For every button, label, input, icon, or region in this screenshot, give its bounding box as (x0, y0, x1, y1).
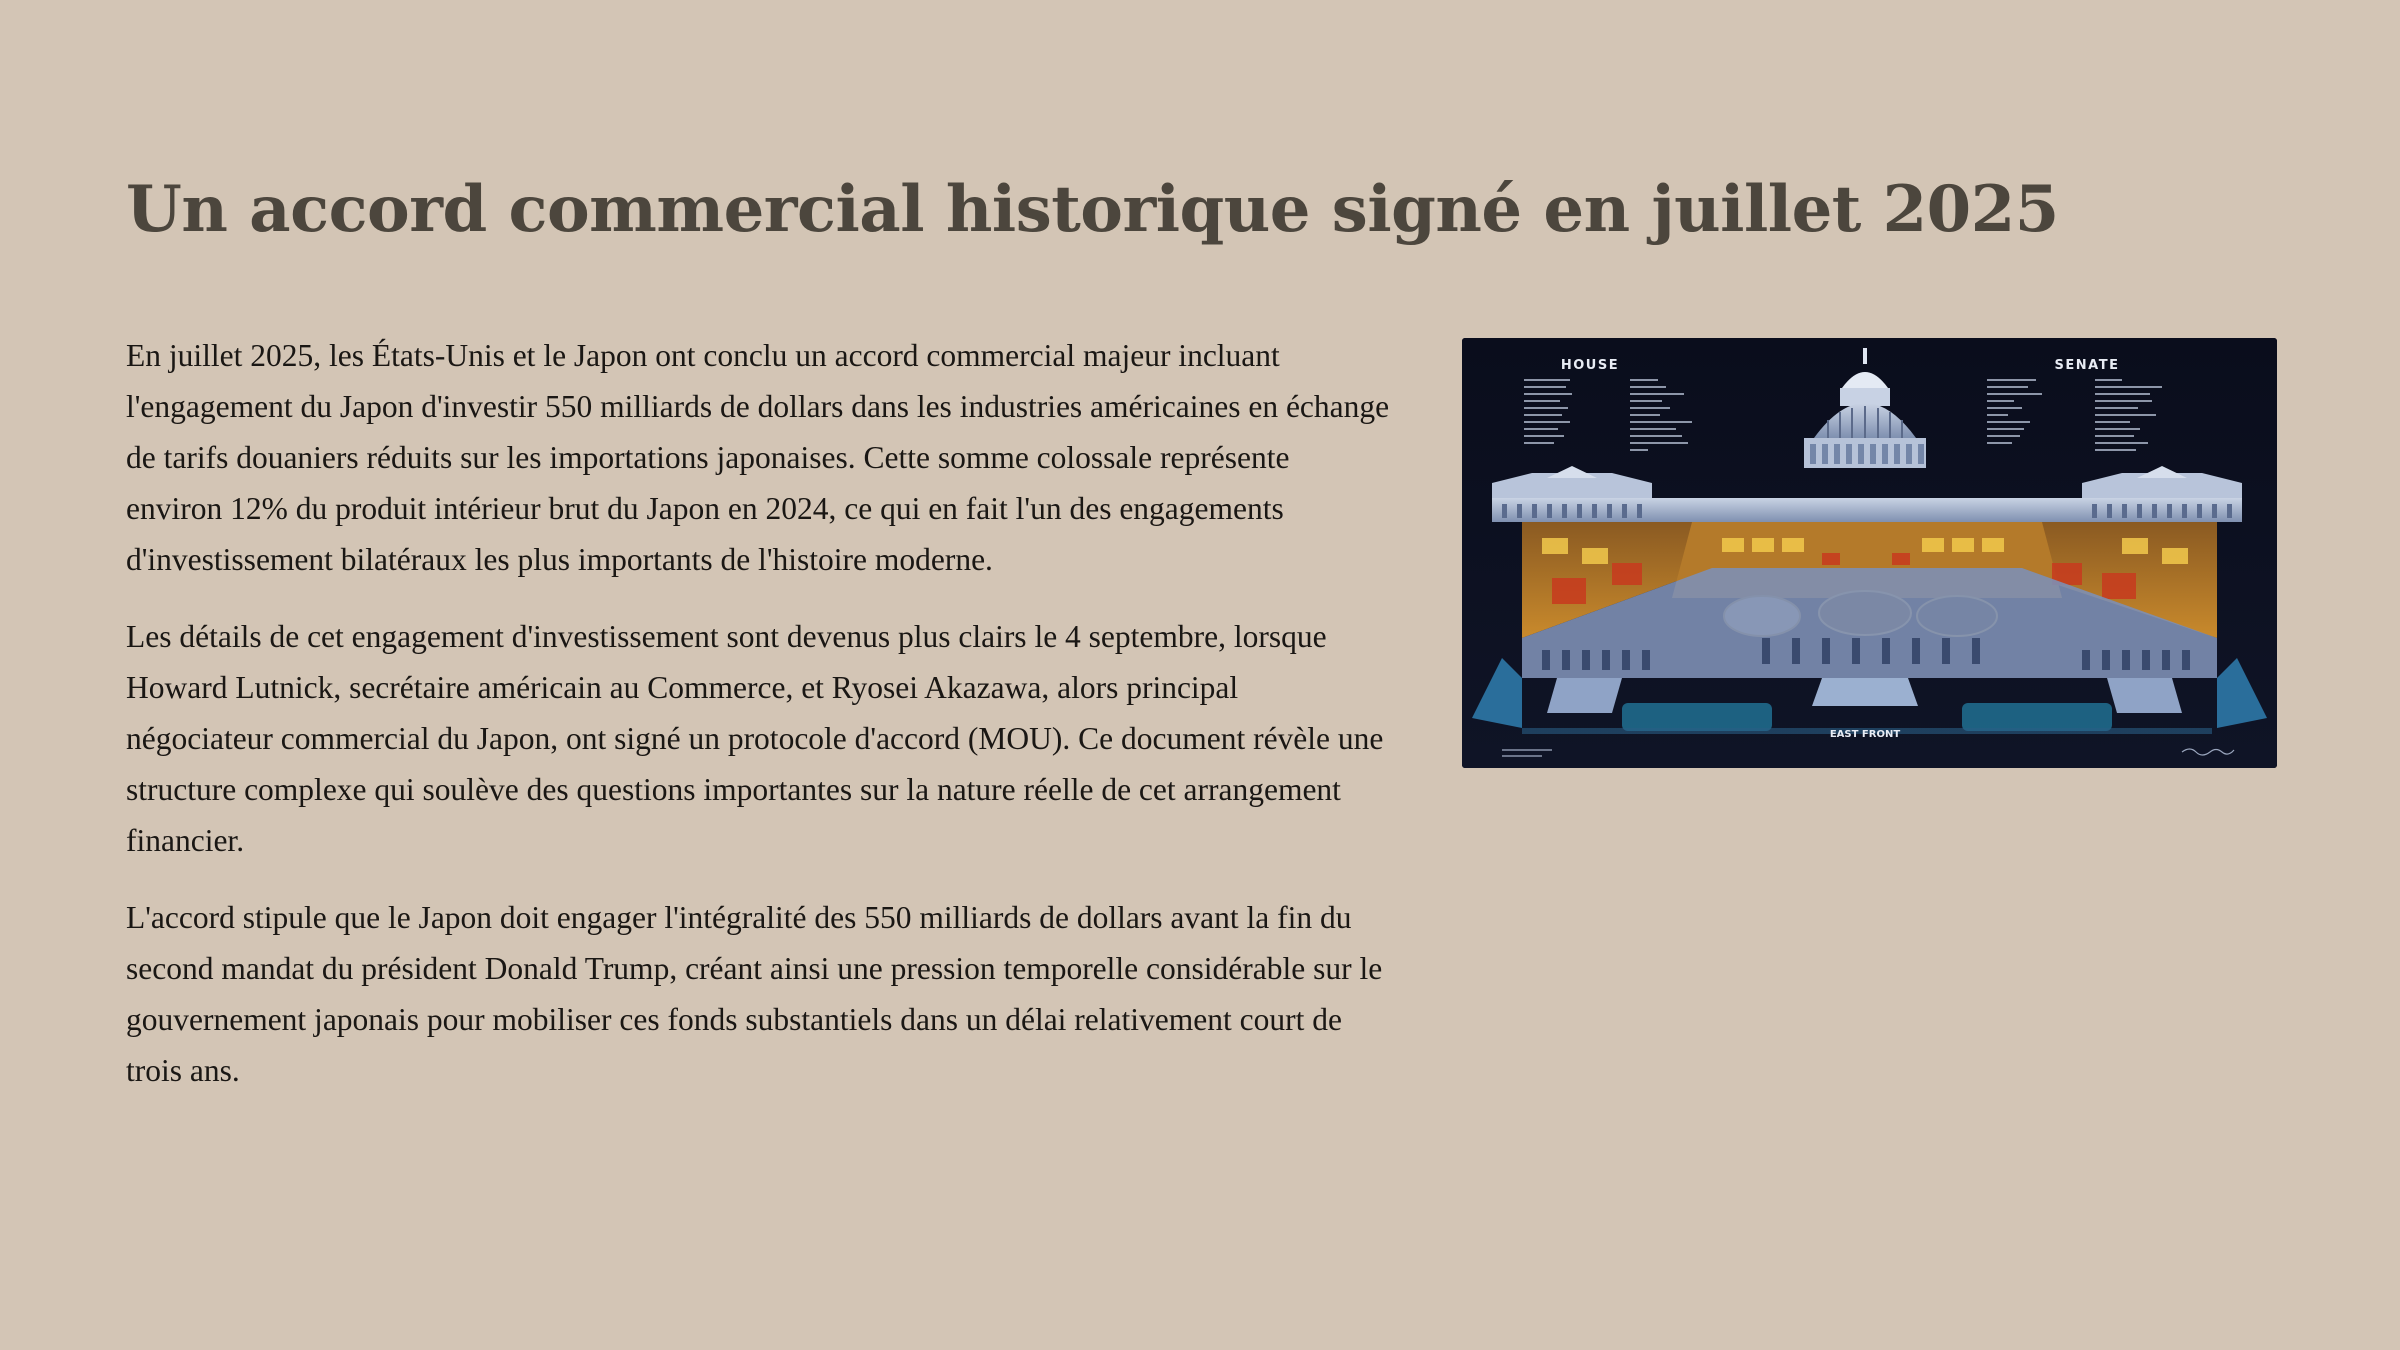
east-front-label: EAST FRONT (1829, 729, 1901, 740)
capitol-cutaway-illustration (1462, 338, 2277, 768)
paragraph: En juillet 2025, les États-Unis et le Japon ont conclu un accord commercial majeur incluant l'engagement du Japon d'investir 550 milliards de dollars dans les industries américaines en échange de tarifs douaniers réduits sur les importations japonaises. Cette somme colossale représente environ 12% du produit intérieur brut du Japon en 2024, ce qui en fait l'un des engagements d'investissement bilatéraux les plus importants de l'histoire moderne. (126, 338, 1390, 577)
body-text (126, 330, 1391, 1122)
house-label: HOUSE (1560, 358, 1620, 373)
senate-label: SENATE (2054, 358, 2120, 373)
paragraph: Les détails de cet engagement d'investissement sont devenus plus clairs le 4 septembre, lorsque Howard Lutnick, secrétaire américain au Commerce, et Ryosei Akazawa, alors principal négociateur commercial du Japon, ont signé un protocole d'accord (MOU). Ce document révèle une structure complexe qui soulève des questions importantes sur la nature réelle de cet arrangement financier. (126, 619, 1384, 858)
paragraph: L'accord stipule que le Japon doit engager l'intégralité des 550 milliards de dollars avant la fin du second mandat du président Donald Trump, créant ainsi une pression temporelle considérable sur le gouvernement japonais pour mobiliser ces fonds substantiels dans un délai relativement court de trois ans. (126, 900, 1383, 1088)
page-title: Un accord commercial historique signé en juillet 2025 (126, 172, 2059, 247)
